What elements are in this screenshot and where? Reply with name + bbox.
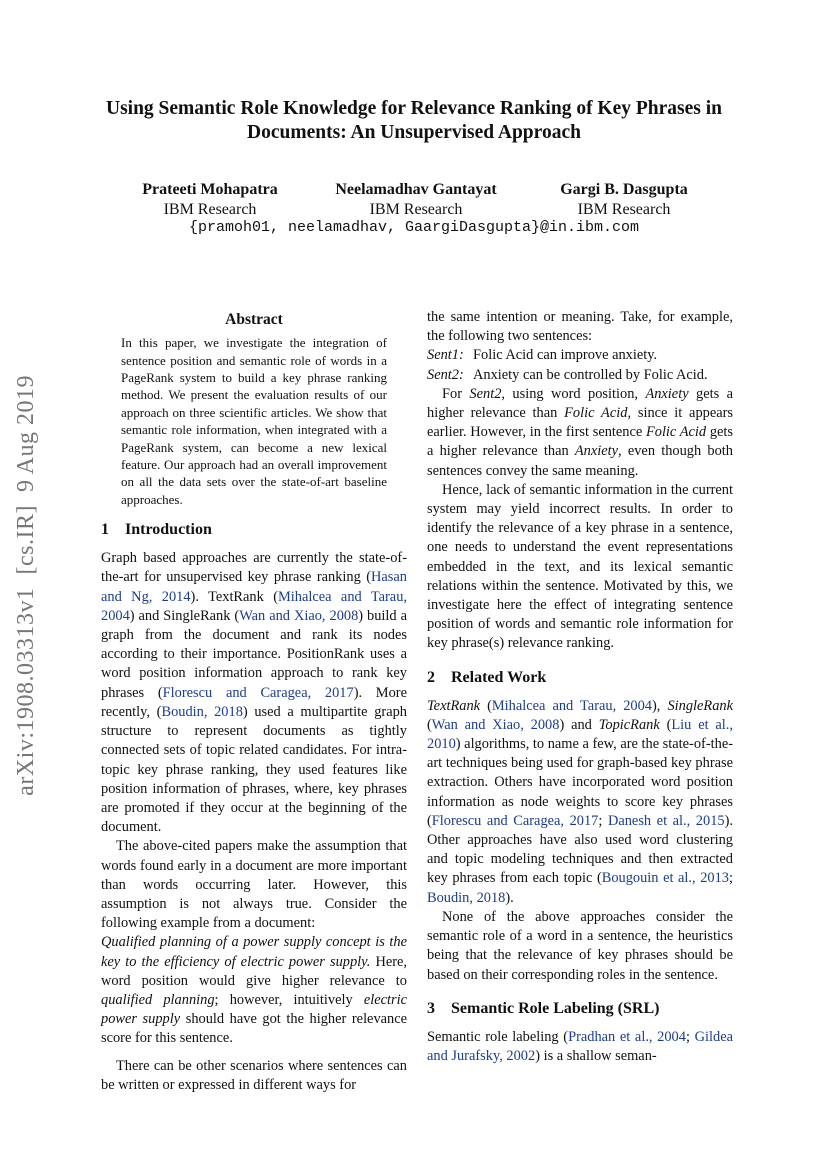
citation-link[interactable]: Florescu and Caragea, 2017 bbox=[431, 812, 599, 829]
citation-link[interactable]: Florescu and Caragea, 2017 bbox=[162, 684, 354, 701]
arxiv-stamp bbox=[13, 375, 40, 796]
author-affiliation: IBM Research bbox=[369, 201, 463, 218]
author-3 bbox=[534, 180, 714, 220]
arxiv-category: [cs.IR] bbox=[13, 505, 39, 575]
section-number: 3 bbox=[427, 999, 435, 1017]
paper-title bbox=[60, 97, 768, 145]
section-title: Semantic Role Labeling (SRL) bbox=[451, 999, 660, 1017]
intro-paragraph-1: Graph based approaches are currently the state-of-the-art for unsupervised key phrase ranking (Hasan and Ng, 2014). TextRank (Mihalcea and Tarau, 2004) and SingleRank (Wan and Xiao, 2008) build a graph from the document and rank its nodes according to their importance. PositionRank uses a word position information approach to rank key phrases (Florescu and Caragea, 2017). More recently, (Boudin, 2018) used a multipartite graph structure to represent documents as tightly connected sets of topic related candidates. For intra-topic key phrase ranking, they used features like position information of phrases, where, key phrases are promoted if they occur at the beginning of the document. bbox=[101, 550, 407, 836]
right-column bbox=[427, 308, 733, 1066]
author-name: Neelamadhav Gantayat bbox=[335, 181, 497, 198]
section-number: 2 bbox=[427, 668, 435, 686]
intro-paragraph-2: The above-cited papers make the assumption that words found early in a document are more important than words occurring later. However, this assumption is not always true. Consider the following example from a document: bbox=[101, 838, 407, 932]
srl-paragraph: Semantic role labeling (Pradhan et al., 2004; Gildea and Jurafsky, 2002) is a shallow seman- bbox=[427, 1028, 733, 1064]
section-number: 1 bbox=[101, 521, 109, 539]
intro-paragraph-4: There can be other scenarios where sentences can be written or expressed in different ways for bbox=[101, 1057, 407, 1093]
section-3-heading bbox=[427, 999, 733, 1019]
citation-link[interactable]: Mihalcea and Tarau, 2004 bbox=[491, 697, 652, 714]
arxiv-id: arXiv:1908.03313v1 bbox=[13, 587, 39, 796]
example-sentence-2: Sent2: Anxiety can be controlled by Folic Acid. bbox=[427, 366, 708, 383]
author-name: Prateeti Mohapatra bbox=[142, 181, 278, 198]
example-sentence-1: Sent1: Folic Acid can improve anxiety. bbox=[427, 347, 658, 364]
section-1-heading bbox=[101, 520, 407, 540]
related-work-paragraph-2: None of the above approaches consider the semantic role of a word in a sentence, the heuristics being that the relevance of key phrases should be based on their corresponding roles in the sentence. bbox=[427, 908, 733, 983]
author-2 bbox=[316, 180, 516, 220]
intro-paragraph-6: Hence, lack of semantic information in the current system may yield incorrect results. In order to identify the relevance of a key phrase in a sentence, one needs to understand the event representations embedded in the text, and its lexical semantic relations within the sentence. Motivated by this, we investigate here the effect of integrating sentence position of words and semantic role information for key phrase(s) relevance ranking. bbox=[427, 481, 733, 652]
intro-continued: the same intention or meaning. Take, for example, the following two sentences: bbox=[427, 309, 733, 345]
author-emails: {pramoh01, neelamadhav, GaargiDasgupta}@in.ibm.com bbox=[188, 219, 640, 236]
citation-link[interactable]: Pradhan et al., 2004 bbox=[568, 1028, 686, 1045]
arxiv-date: 9 Aug 2019 bbox=[13, 375, 39, 493]
author-affiliation: IBM Research bbox=[163, 201, 257, 218]
citation-link[interactable]: Danesh et al., 2015 bbox=[607, 812, 725, 829]
citation-link[interactable]: Wan and Xiao, 2008 bbox=[431, 716, 560, 733]
section-title: Related Work bbox=[451, 668, 547, 686]
citation-link[interactable]: Bougouin et al., 2013 bbox=[601, 870, 729, 887]
citation-link[interactable]: Mihalcea and Tarau, 2004 bbox=[101, 588, 407, 624]
example-sentence: Qualified planning of a power supply concept is the key to the efficiency of electric power supply. bbox=[101, 934, 407, 970]
author-1 bbox=[120, 180, 300, 220]
citation-link[interactable]: Wan and Xiao, 2008 bbox=[239, 607, 359, 624]
intro-example-paragraph: Qualified planning of a power supply concept is the key to the efficiency of electric power supply. Here, word position would give higher relevance to qualified planning; however, intuitively electric power supply should have got the higher relevance score for this sentence. bbox=[101, 934, 408, 1047]
author-affiliation: IBM Research bbox=[577, 201, 671, 218]
citation-link[interactable]: Gildea and Jurafsky, 2002 bbox=[427, 1028, 733, 1064]
abstract-text: In this paper, we investigate the integration of sentence position and semantic role of words in a PageRank system to build a key phrase ranking method. We present the evaluation results of our approach on three scientific articles. We show that semantic role information, when integrated with a PageRank system, can become a new lexical feature. Our approach had an overall improvement on all the data sets over the state-of-art baseline approaches. bbox=[121, 335, 387, 507]
intro-paragraph-5: For Sent2, using word position, Anxiety gets a higher relevance than Folic Acid, since it appears earlier. However, in the first sentence Folic Acid gets a higher relevance than Anxiety, even though both sentences convey the same meaning. bbox=[427, 385, 734, 479]
section-2-heading bbox=[427, 668, 733, 688]
related-work-paragraph-1: TextRank (Mihalcea and Tarau, 2004), SingleRank (Wan and Xiao, 2008) and TopicRank (Liu et al., 2010) algorithms, to name a few, are the state-of-the-art techniques being used for graph-based key phrase extraction. Others have incorporated word position information as node weights to score key phrases (Florescu and Caragea, 2017; Danesh et al., 2015). Other approaches have also used word clustering and topic modeling techniques and then extracted key phrases from each topic (Bougouin et al., 2013; Boudin, 2018). bbox=[427, 697, 734, 906]
author-name: Gargi B. Dasgupta bbox=[560, 181, 688, 198]
citation-link[interactable]: Hasan and Ng, 2014 bbox=[101, 569, 407, 605]
title-line-2: Documents: An Unsupervised Approach bbox=[247, 122, 581, 143]
title-line-1: Using Semantic Role Knowledge for Relevance Ranking of Key Phrases in bbox=[105, 98, 723, 119]
citation-link[interactable]: Liu et al., 2010 bbox=[427, 716, 734, 753]
citation-link[interactable]: Boudin, 2018 bbox=[427, 889, 506, 906]
left-column bbox=[101, 308, 407, 1095]
section-title: Introduction bbox=[125, 521, 212, 539]
abstract-heading: Abstract bbox=[225, 311, 283, 328]
citation-link[interactable]: Boudin, 2018 bbox=[161, 703, 243, 720]
